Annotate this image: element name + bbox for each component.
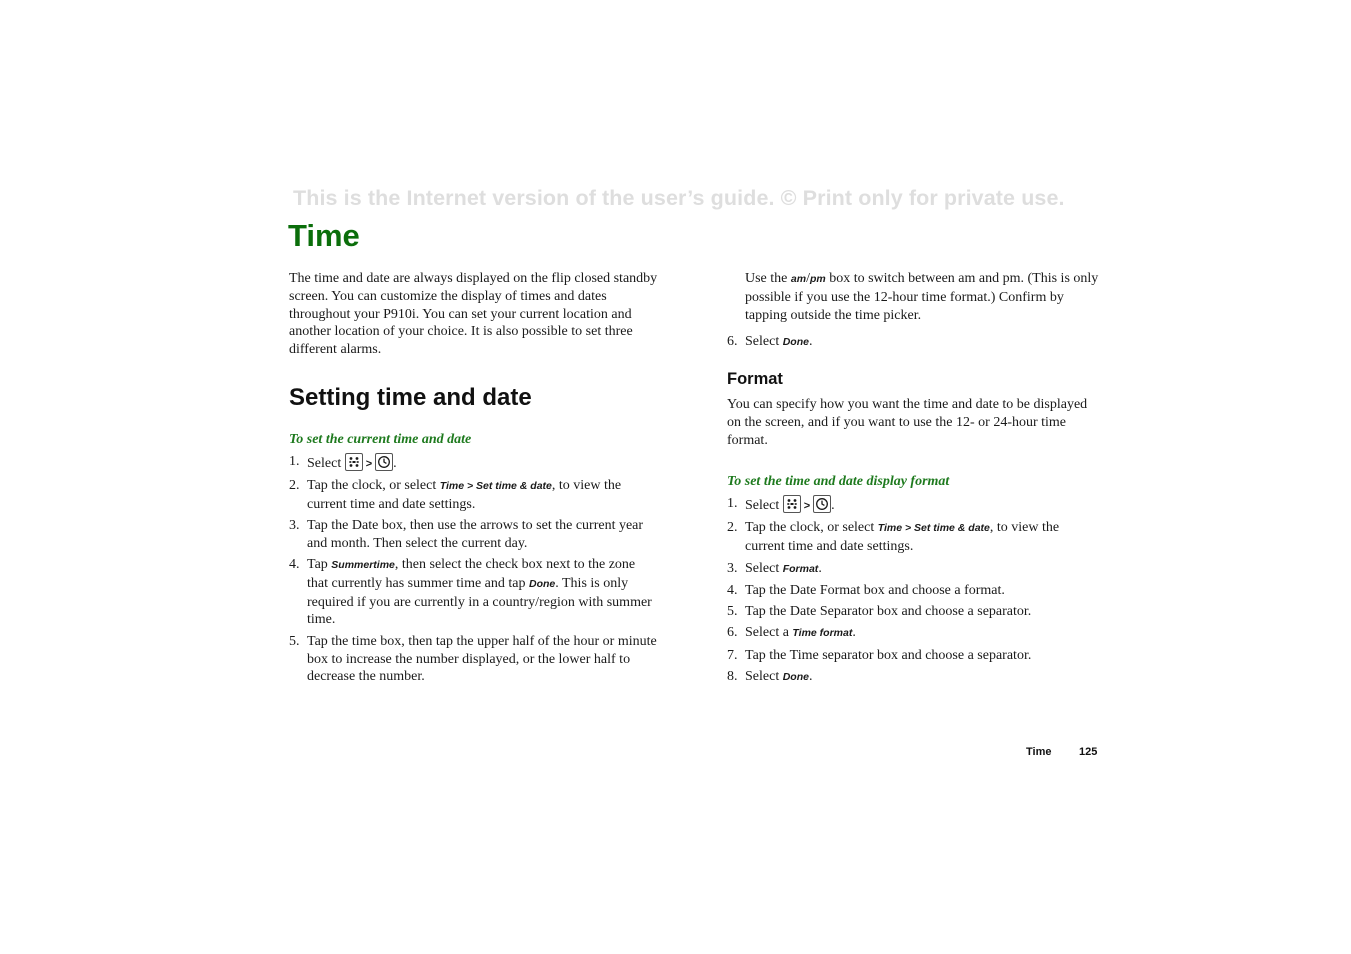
menu-command: Time > Set time & date: [439, 479, 552, 492]
continuation-paragraph: Use the am/pm box to switch between am and pm. (This is only possible if you use the 12-hour time format.) Confirm by tapping outside the time picker.: [745, 271, 1099, 323]
procedure-heading: To set the time and date display format: [727, 474, 950, 490]
menu-command: Summertime: [331, 559, 395, 572]
list-item: 3. Tap the Date box, then use the arrows to set the current year and month. Then select the current day.: [289, 517, 644, 551]
menu-command: Time format: [792, 627, 853, 640]
list-item: 6. Select a Time format.: [727, 625, 856, 641]
left-column: [289, 270, 659, 690]
section-heading: Setting time and date: [289, 383, 532, 411]
menu-command: Done: [782, 671, 809, 684]
menu-command: am: [790, 273, 807, 285]
format-steps-list: [727, 495, 1099, 687]
menu-separator: >: [803, 500, 811, 513]
list-item: 2. Tap the clock, or select Time > Set time & date, to view the current time and date settings.: [289, 477, 622, 512]
menu-separator: >: [365, 457, 373, 470]
right-column: [727, 270, 1099, 690]
list-item: 7. Tap the Time separator box and choose a separator.: [727, 647, 1032, 663]
watermark: This is the Internet version of the user’s guide. © Print only for private use.: [293, 186, 1065, 210]
list-item: 1. Select > .: [289, 453, 397, 471]
menu-command: pm: [809, 273, 826, 285]
list-item: 6. Select Done.: [727, 334, 813, 350]
procedure-heading: To set the current time and date: [289, 431, 472, 447]
steps-list: [289, 453, 659, 687]
menu-command: Format: [782, 562, 819, 575]
menu-command: Done: [782, 336, 809, 349]
steps-list-continued: [727, 333, 1099, 352]
list-item: 4. Tap the Date Format box and choose a format.: [727, 582, 1005, 598]
list-item: 5. Tap the time box, then tap the upper half of the hour or minute box to increase the number displayed, or the lower half to decrease the number.: [289, 633, 657, 685]
applauncher-icon[interactable]: [783, 495, 801, 513]
list-item: 2. Tap the clock, or select Time > Set time & date, to view the current time and date settings.: [727, 520, 1060, 555]
footer-page-number: 125: [1079, 746, 1098, 758]
list-item: 8. Select Done.: [727, 669, 813, 685]
menu-command: Done: [529, 577, 556, 590]
footer-section-label: Time: [1026, 746, 1052, 758]
clock-icon[interactable]: [375, 453, 393, 471]
list-item: 5. Tap the Date Separator box and choose a separator.: [727, 604, 1032, 620]
menu-command: Time > Set time & date: [877, 522, 990, 535]
format-intro: You can specify how you want the time and date to be displayed on the screen, and if you want to use the 12- or 24-hour time format.: [727, 396, 1088, 448]
list-item: 1. Select > .: [727, 496, 835, 514]
intro-paragraph: The time and date are always displayed on the flip closed standby screen. You can customize the display of times and dates throughout your P910i. You can set your current location and another location of your choice. It is also possible to set three different alarms.: [289, 271, 658, 358]
list-item: 4. Tap Summertime, then select the check box next to the zone that currently has summer time and tap Done. This is only required if you are currently in a country/region with summer time.: [289, 557, 652, 628]
sub-heading-format: Format: [727, 370, 783, 389]
applauncher-icon[interactable]: [345, 453, 363, 471]
list-item: 3. Select Format.: [727, 560, 822, 576]
clock-icon[interactable]: [813, 495, 831, 513]
page-title: Time: [288, 218, 360, 253]
